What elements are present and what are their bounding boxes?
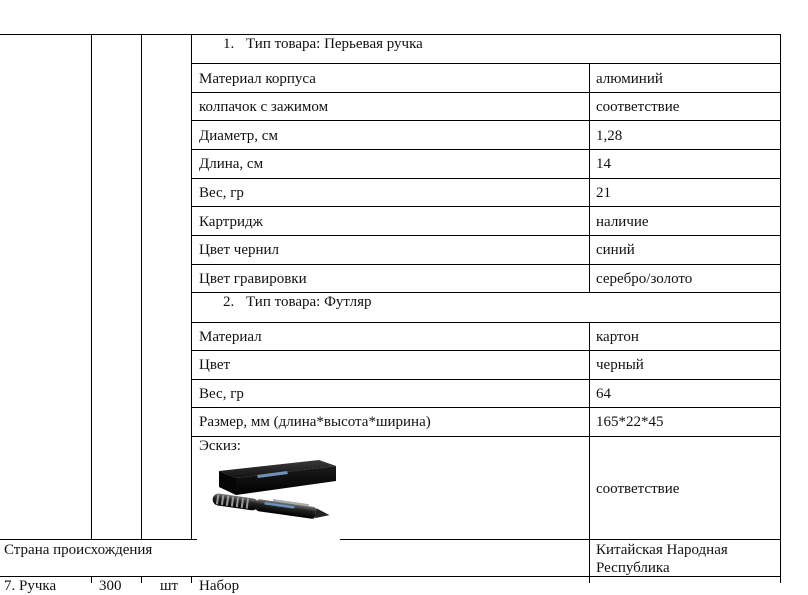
cut-row-c2: 300: [99, 578, 122, 594]
row-label: Цвет гравировки: [199, 271, 307, 287]
row-value: 14: [596, 156, 611, 172]
row-value: соответствие: [596, 99, 680, 115]
cut-row-c3: шт: [160, 578, 179, 594]
row-label: Цвет чернил: [199, 242, 280, 258]
row-label: Вес, гр: [199, 386, 244, 402]
row-label: колпачок с зажимом: [199, 99, 329, 115]
row-label: Вес, гр: [199, 185, 244, 201]
row-label: Диаметр, см: [199, 128, 278, 144]
row-value: черный: [596, 357, 644, 373]
row-label: Размер, мм (длина*высота*ширина): [199, 414, 431, 430]
pen-case-sketch-image: [205, 457, 340, 539]
row-value: 165*22*45: [596, 414, 664, 430]
origin-value-line1: Китайская Народная: [596, 542, 728, 558]
row-label: Материал корпуса: [199, 71, 316, 87]
cut-row-c1: 7. Ручка: [4, 578, 57, 594]
row-label: Материал: [199, 329, 262, 345]
origin-label: Страна происхождения: [4, 542, 153, 558]
row-value: наличие: [596, 214, 649, 230]
section-1-number: 1.: [223, 36, 235, 52]
section-2-title: Тип товара: Футляр: [246, 294, 372, 310]
cut-row-c4: Набор: [199, 578, 240, 594]
row-label: Картридж: [199, 214, 264, 230]
section-1-title: Тип товара: Перьевая ручка: [246, 36, 423, 52]
row-value: 64: [596, 386, 611, 402]
row-value: картон: [596, 329, 639, 345]
row-value: 21: [596, 185, 611, 201]
row-value: алюминий: [596, 71, 663, 87]
sketch-label: Эскиз:: [199, 438, 241, 454]
row-label: Длина, см: [199, 156, 264, 172]
row-value: 1,28: [596, 128, 623, 144]
row-label: Цвет: [199, 357, 231, 373]
section-2-number: 2.: [223, 294, 235, 310]
sketch-value: соответствие: [596, 481, 680, 497]
row-value: серебро/золото: [596, 271, 693, 287]
row-value: синий: [596, 242, 635, 258]
origin-value-line2: Республика: [596, 560, 670, 576]
